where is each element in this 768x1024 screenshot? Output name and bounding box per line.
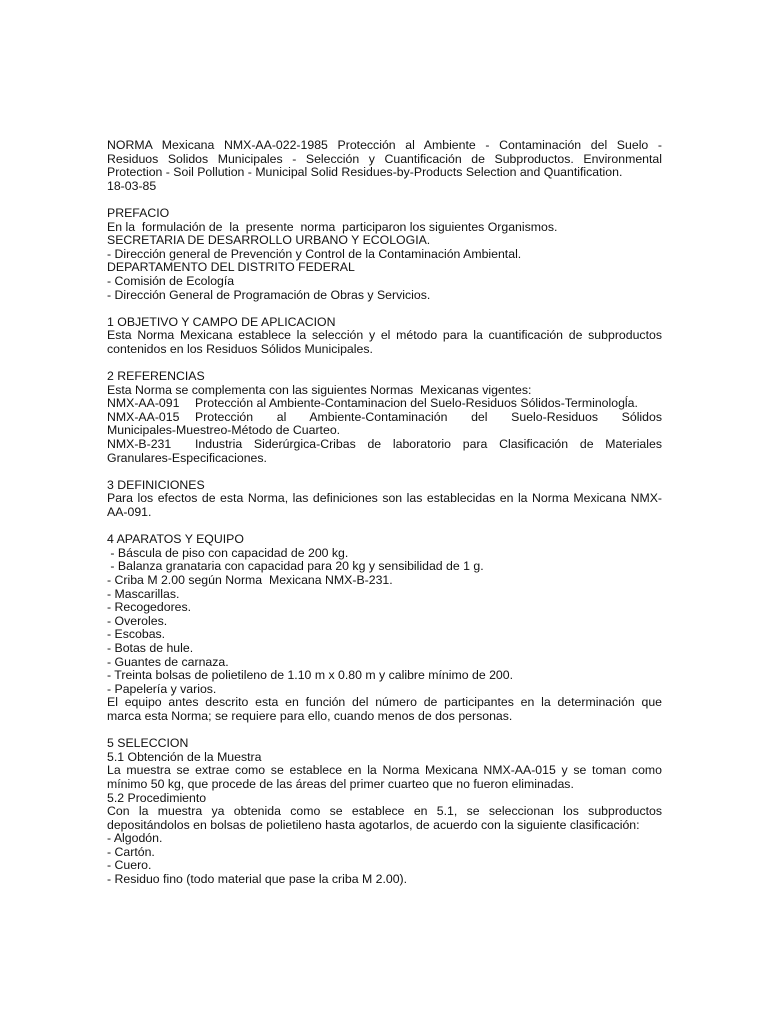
reference-code: NMX-AA-091 bbox=[107, 396, 180, 411]
equipment-item: - Báscula de piso con capacidad de 200 kg. bbox=[107, 545, 349, 560]
reference-continuation: Granulares-Especificaciones. bbox=[107, 450, 267, 465]
equipment-item: - Overoles. bbox=[107, 613, 168, 628]
reference-text: Protección al Ambiente-Contaminación del Suelo-Residuos Sólidos bbox=[195, 409, 662, 424]
referencias-intro: Esta Norma se complementa con las siguientes Normas Mexicanas vigentes: bbox=[107, 382, 532, 397]
reference-text: Industria Siderúrgica-Cribas de laboratorio para Clasificación de Materiales bbox=[195, 437, 662, 452]
aparatos-note: El equipo antes descrito esta en función del número de participantes en la determinación que bbox=[107, 695, 662, 710]
classification-item: - Algodón. bbox=[107, 831, 163, 846]
seleccion-line: La muestra se extrae como se establece en la Norma Mexicana NMX-AA-015 y se toman como bbox=[107, 763, 662, 778]
equipment-item: - Recogedores. bbox=[107, 600, 192, 615]
document-title-line: Residuos Solidos Municipales - Selección y Cuantificación de Subproductos. Environmental bbox=[107, 151, 662, 166]
document-title-line: Protection - Soil Pollution - Municipal Solid Residues-by-Products Selection and Quantification. bbox=[107, 165, 623, 180]
section-heading-referencias: 2 REFERENCIAS bbox=[107, 369, 205, 384]
prefacio-line: SECRETARIA DE DESARROLLO URBANO Y ECOLOGIA. bbox=[107, 233, 431, 248]
subsection-heading: 5.1 Obtención de la Muestra bbox=[107, 749, 262, 764]
prefacio-line: - Comisión de Ecología bbox=[107, 273, 235, 288]
section-heading-objetivo: 1 OBJETIVO Y CAMPO DE APLICACION bbox=[107, 314, 336, 329]
definiciones-line: AA-091. bbox=[107, 505, 152, 520]
seleccion-line: depositándolos en bolsas de polietileno hasta agotarlos, de acuerdo con la siguiente clasificación: bbox=[107, 817, 640, 832]
document-page bbox=[107, 139, 662, 887]
equipment-item: - Papelería y varios. bbox=[107, 681, 217, 696]
section-heading-definiciones: 3 DEFINICIONES bbox=[107, 477, 205, 492]
prefacio-line: En la formulación de la presente norma participaron los siguientes Organismos. bbox=[107, 219, 558, 234]
equipment-item: - Criba M 2.00 según Norma Mexicana NMX-B-231. bbox=[107, 573, 393, 587]
reference-text: Protección al Ambiente-Contaminacion del Suelo-Residuos Sólidos-Terminologĺa. bbox=[195, 396, 638, 411]
equipment-item: - Escobas. bbox=[107, 627, 166, 642]
definiciones-line: Para los efectos de esta Norma, las definiciones son las establecidas en la Norma Mexicana NMX- bbox=[107, 491, 662, 506]
reference-code: NMX-AA-015 bbox=[107, 409, 180, 424]
equipment-item: - Guantes de carnaza. bbox=[107, 654, 229, 669]
aparatos-note: marca esta Norma; se requiere para ello, cuando menos de dos personas. bbox=[107, 708, 513, 723]
prefacio-line: - Dirección general de Prevención y Control de la Contaminación Ambiental. bbox=[107, 246, 522, 261]
reference-code: NMX-B-231 bbox=[107, 437, 172, 452]
seleccion-line: mínimo 50 kg, que procede de las áreas del primer cuarteo que no fueron eliminadas. bbox=[107, 776, 574, 791]
equipment-item: - Treinta bolsas de polietileno de 1.10 m x 0.80 m y calibre mínimo de 200. bbox=[107, 668, 514, 683]
objetivo-line: Esta Norma Mexicana establece la selección y el método para la cuantificación de subproductos bbox=[107, 328, 662, 343]
prefacio-line: - Dirección General de Programación de Obras y Servicios. bbox=[107, 287, 431, 302]
reference-continuation: Municipales-Muestreo-Método de Cuarteo. bbox=[107, 423, 341, 438]
classification-item: - Residuo fino (todo material que pase la criba M 2.00). bbox=[107, 872, 408, 887]
equipment-item: - Botas de hule. bbox=[107, 640, 194, 655]
equipment-item: - Mascarillas. bbox=[107, 586, 180, 601]
document-date: 18-03-85 bbox=[107, 178, 157, 193]
classification-item: - Cartón. bbox=[107, 844, 155, 859]
section-heading-seleccion: 5 SELECCION bbox=[107, 736, 189, 751]
prefacio-line: DEPARTAMENTO DEL DISTRITO FEDERAL bbox=[107, 260, 355, 275]
reference-item bbox=[107, 411, 662, 425]
reference-item bbox=[107, 397, 662, 411]
classification-item: - Cuero. bbox=[107, 858, 152, 873]
subsection-heading: 5.2 Procedimiento bbox=[107, 790, 207, 805]
reference-item bbox=[107, 438, 662, 452]
document-title-line: NORMA Mexicana NMX-AA-022-1985 Protección al Ambiente - Contaminación del Suelo - bbox=[107, 138, 662, 152]
equipment-item: - Balanza granataria con capacidad para 20 kg y sensibilidad de 1 g. bbox=[107, 559, 484, 574]
section-heading-aparatos: 4 APARATOS Y EQUIPO bbox=[107, 532, 244, 547]
section-heading-prefacio: PREFACIO bbox=[107, 205, 170, 220]
seleccion-line: Con la muestra ya obtenida como se establece en 5.1, se seleccionan los subproductos bbox=[107, 804, 662, 819]
objetivo-line: contenidos en los Residuos Sólidos Municipales. bbox=[107, 341, 373, 356]
